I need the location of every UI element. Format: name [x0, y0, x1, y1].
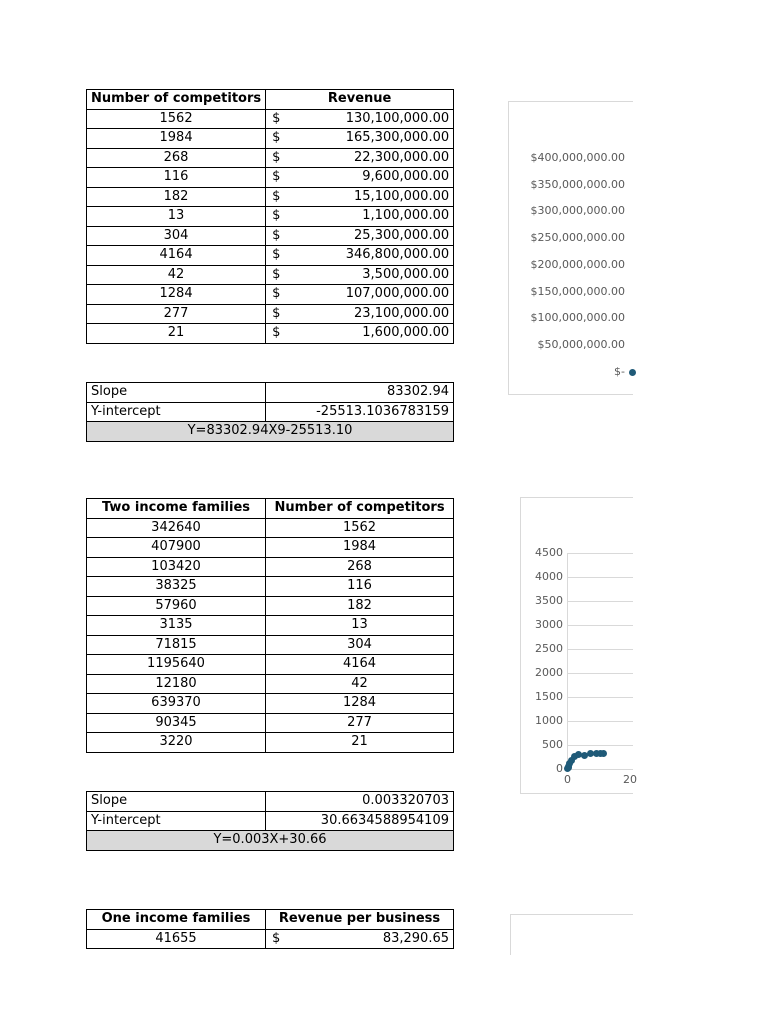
slope-value[interactable]: 0.003320703	[266, 792, 454, 812]
currency-cell[interactable]	[266, 168, 454, 188]
table-row	[87, 168, 454, 188]
currency-symbol: $	[272, 227, 281, 243]
amount-value: 22,300,000.00	[354, 149, 450, 165]
gridline	[567, 721, 633, 722]
gridline	[567, 553, 633, 554]
number-cell[interactable]: 13	[87, 207, 266, 227]
table-row	[87, 577, 454, 597]
y-axis-tick-label: 1500	[535, 690, 563, 703]
y-axis-tick-label: $-	[614, 364, 625, 378]
y-axis-tick-label: 1000	[535, 714, 563, 727]
revenue-chart[interactable]	[508, 101, 633, 395]
y-axis-tick-label: 2000	[535, 666, 563, 679]
amount-value: 107,000,000.00	[345, 286, 450, 302]
currency-symbol: $	[272, 110, 281, 126]
number-cell[interactable]: 90345	[87, 713, 266, 733]
gridline	[567, 577, 633, 578]
currency-symbol: $	[272, 169, 281, 184]
currency-cell[interactable]	[266, 109, 454, 129]
number-cell[interactable]: 1562	[87, 109, 266, 129]
currency-cell[interactable]	[266, 226, 454, 246]
header-cell[interactable]: Number of competitors	[266, 499, 454, 519]
table-row	[87, 831, 454, 851]
currency-symbol: $	[272, 208, 281, 223]
table-row	[87, 285, 454, 305]
amount-value: 23,100,000.00	[354, 305, 450, 321]
intercept-label[interactable]: Y-intercept	[87, 811, 266, 831]
regression-table-2	[86, 791, 454, 851]
y-axis-line	[567, 553, 568, 769]
number-cell[interactable]: 1562	[266, 518, 454, 538]
y-axis-tick-label: 0	[556, 762, 563, 775]
intercept-value[interactable]: 30.6634588954109	[266, 811, 454, 831]
gridline	[567, 625, 633, 626]
number-cell[interactable]: 277	[87, 304, 266, 324]
table-row	[87, 713, 454, 733]
y-axis-tick-label: 4000	[535, 570, 563, 583]
table-row	[87, 246, 454, 266]
currency-cell[interactable]	[266, 129, 454, 149]
slope-value[interactable]: 83302.94	[266, 383, 454, 403]
table-row	[87, 226, 454, 246]
amount-value: 9,600,000.00	[362, 169, 450, 185]
table-row	[87, 324, 454, 344]
table-row	[87, 109, 454, 129]
number-cell[interactable]: 268	[87, 148, 266, 168]
table-row	[87, 557, 454, 577]
slope-label[interactable]: Slope	[87, 383, 266, 403]
currency-symbol: $	[272, 188, 281, 204]
table-row	[87, 596, 454, 616]
currency-symbol: $	[272, 266, 281, 282]
number-cell[interactable]: 12180	[87, 674, 266, 694]
x-axis-tick-label: 20	[623, 773, 637, 786]
number-cell[interactable]: 342640	[87, 518, 266, 538]
y-axis-tick-label: 500	[542, 738, 563, 751]
currency-cell[interactable]	[266, 265, 454, 285]
table-row	[87, 148, 454, 168]
y-axis-tick-label: $200,000,000.00	[530, 257, 625, 271]
number-cell[interactable]: 4164	[266, 655, 454, 675]
table-row	[87, 129, 454, 149]
table-row	[87, 811, 454, 831]
y-axis-tick-label: $350,000,000.00	[530, 177, 625, 191]
y-axis-tick-label: $50,000,000.00	[537, 337, 625, 351]
currency-symbol: $	[272, 325, 281, 340]
number-cell[interactable]: 3135	[87, 616, 266, 636]
currency-symbol: $	[272, 305, 281, 321]
header-cell[interactable]: Number of competitors	[87, 90, 266, 110]
amount-value: 3,500,000.00	[362, 266, 450, 282]
currency-symbol: $	[272, 930, 281, 946]
one-income-revenue-table	[86, 909, 454, 949]
table-header-row	[87, 910, 454, 930]
table-row	[87, 518, 454, 538]
intercept-value[interactable]: -25513.1036783159	[266, 402, 454, 422]
y-axis-tick-label: 4500	[535, 546, 563, 559]
y-axis-tick-label: $400,000,000.00	[530, 151, 625, 164]
number-cell[interactable]: 639370	[87, 694, 266, 714]
table-header-row	[87, 499, 454, 519]
competitors-revenue-table	[86, 89, 454, 344]
currency-cell[interactable]	[266, 324, 454, 344]
gridline	[567, 745, 633, 746]
data-point[interactable]	[600, 750, 607, 757]
number-cell[interactable]: 1284	[266, 694, 454, 714]
amount-value: 346,800,000.00	[345, 247, 450, 263]
y-axis-tick-label: $150,000,000.00	[530, 284, 625, 298]
amount-value: 1,100,000.00	[362, 208, 450, 224]
currency-symbol: $	[272, 149, 281, 165]
table-row	[87, 422, 454, 442]
table-row	[87, 616, 454, 636]
amount-value: 25,300,000.00	[354, 227, 450, 243]
number-cell[interactable]: 116	[266, 577, 454, 597]
currency-cell[interactable]	[266, 148, 454, 168]
table-row	[87, 265, 454, 285]
families-competitors-table	[86, 498, 454, 753]
table-row	[87, 694, 454, 714]
y-axis-tick-label: $300,000,000.00	[530, 204, 625, 218]
table-row	[87, 733, 454, 753]
table-row	[87, 187, 454, 207]
gridline	[567, 769, 633, 770]
gridline	[567, 649, 633, 650]
table-row	[87, 674, 454, 694]
table-row	[87, 402, 454, 422]
currency-symbol: $	[272, 247, 281, 262]
currency-cell[interactable]	[266, 929, 454, 949]
gridline	[567, 697, 633, 698]
x-axis-tick-label: 0	[564, 773, 571, 786]
number-cell[interactable]: 57960	[87, 596, 266, 616]
y-axis-tick-label: 3500	[535, 594, 563, 607]
amount-value: 1,600,000.00	[362, 325, 450, 341]
competitors-scatter-chart[interactable]	[520, 497, 637, 794]
table-header-row	[87, 90, 454, 110]
intercept-label[interactable]: Y-intercept	[87, 402, 266, 422]
table-row	[87, 635, 454, 655]
number-cell[interactable]: 277	[266, 713, 454, 733]
number-cell[interactable]: 13	[266, 616, 454, 636]
number-cell[interactable]: 42	[266, 674, 454, 694]
table-row	[87, 792, 454, 812]
number-cell[interactable]: 268	[266, 557, 454, 577]
regression-equation[interactable]: Y=83302.94X9-25513.10	[87, 422, 454, 442]
currency-cell[interactable]	[266, 304, 454, 324]
header-cell[interactable]: Revenue	[266, 90, 454, 110]
amount-value: 165,300,000.00	[345, 130, 450, 146]
number-cell[interactable]: 71815	[87, 635, 266, 655]
number-cell[interactable]: 42	[87, 265, 266, 285]
data-point[interactable]	[629, 369, 636, 376]
number-cell[interactable]: 182	[87, 187, 266, 207]
y-axis-tick-label: 2500	[535, 642, 563, 655]
currency-cell[interactable]	[266, 207, 454, 227]
number-cell[interactable]: 21	[87, 324, 266, 344]
currency-symbol: $	[272, 130, 281, 145]
header-cell[interactable]: Revenue per business	[266, 910, 454, 930]
regression-table-1	[86, 382, 454, 442]
table-row	[87, 655, 454, 675]
number-cell[interactable]: 21	[266, 733, 454, 753]
number-cell[interactable]: 182	[266, 596, 454, 616]
header-cell[interactable]: Two income families	[87, 499, 266, 519]
number-cell[interactable]: 103420	[87, 557, 266, 577]
y-axis-tick-label: $250,000,000.00	[530, 231, 625, 245]
number-cell[interactable]: 1284	[87, 285, 266, 305]
currency-cell[interactable]	[266, 246, 454, 266]
table-row	[87, 383, 454, 403]
y-axis-tick-label: $100,000,000.00	[530, 311, 625, 325]
number-cell[interactable]: 1984	[87, 129, 266, 149]
table-row	[87, 538, 454, 558]
gridline	[567, 601, 633, 602]
table-row	[87, 929, 454, 949]
slope-label[interactable]: Slope	[87, 792, 266, 812]
amount-value: 15,100,000.00	[354, 188, 450, 204]
number-cell[interactable]: 304	[87, 226, 266, 246]
gridline	[567, 673, 633, 674]
y-axis-tick-label: 3000	[535, 618, 563, 631]
number-cell[interactable]: 407900	[87, 538, 266, 558]
amount-value: 83,290.65	[382, 930, 449, 946]
number-cell[interactable]: 1195640	[87, 655, 266, 675]
number-cell[interactable]: 1984	[266, 538, 454, 558]
currency-cell[interactable]	[266, 285, 454, 305]
number-cell[interactable]: 304	[266, 635, 454, 655]
table-row	[87, 304, 454, 324]
number-cell[interactable]: 4164	[87, 246, 266, 266]
number-cell[interactable]: 38325	[87, 577, 266, 597]
amount-value: 130,100,000.00	[345, 110, 450, 126]
currency-symbol: $	[272, 286, 281, 301]
currency-cell[interactable]	[266, 187, 454, 207]
number-cell[interactable]: 3220	[87, 733, 266, 753]
table-row	[87, 207, 454, 227]
header-cell[interactable]: One income families	[87, 910, 266, 930]
number-cell[interactable]: 116	[87, 168, 266, 188]
revenue-per-business-chart[interactable]	[510, 914, 633, 955]
number-cell[interactable]: 41655	[87, 929, 266, 949]
regression-equation[interactable]: Y=0.003X+30.66	[87, 831, 454, 851]
